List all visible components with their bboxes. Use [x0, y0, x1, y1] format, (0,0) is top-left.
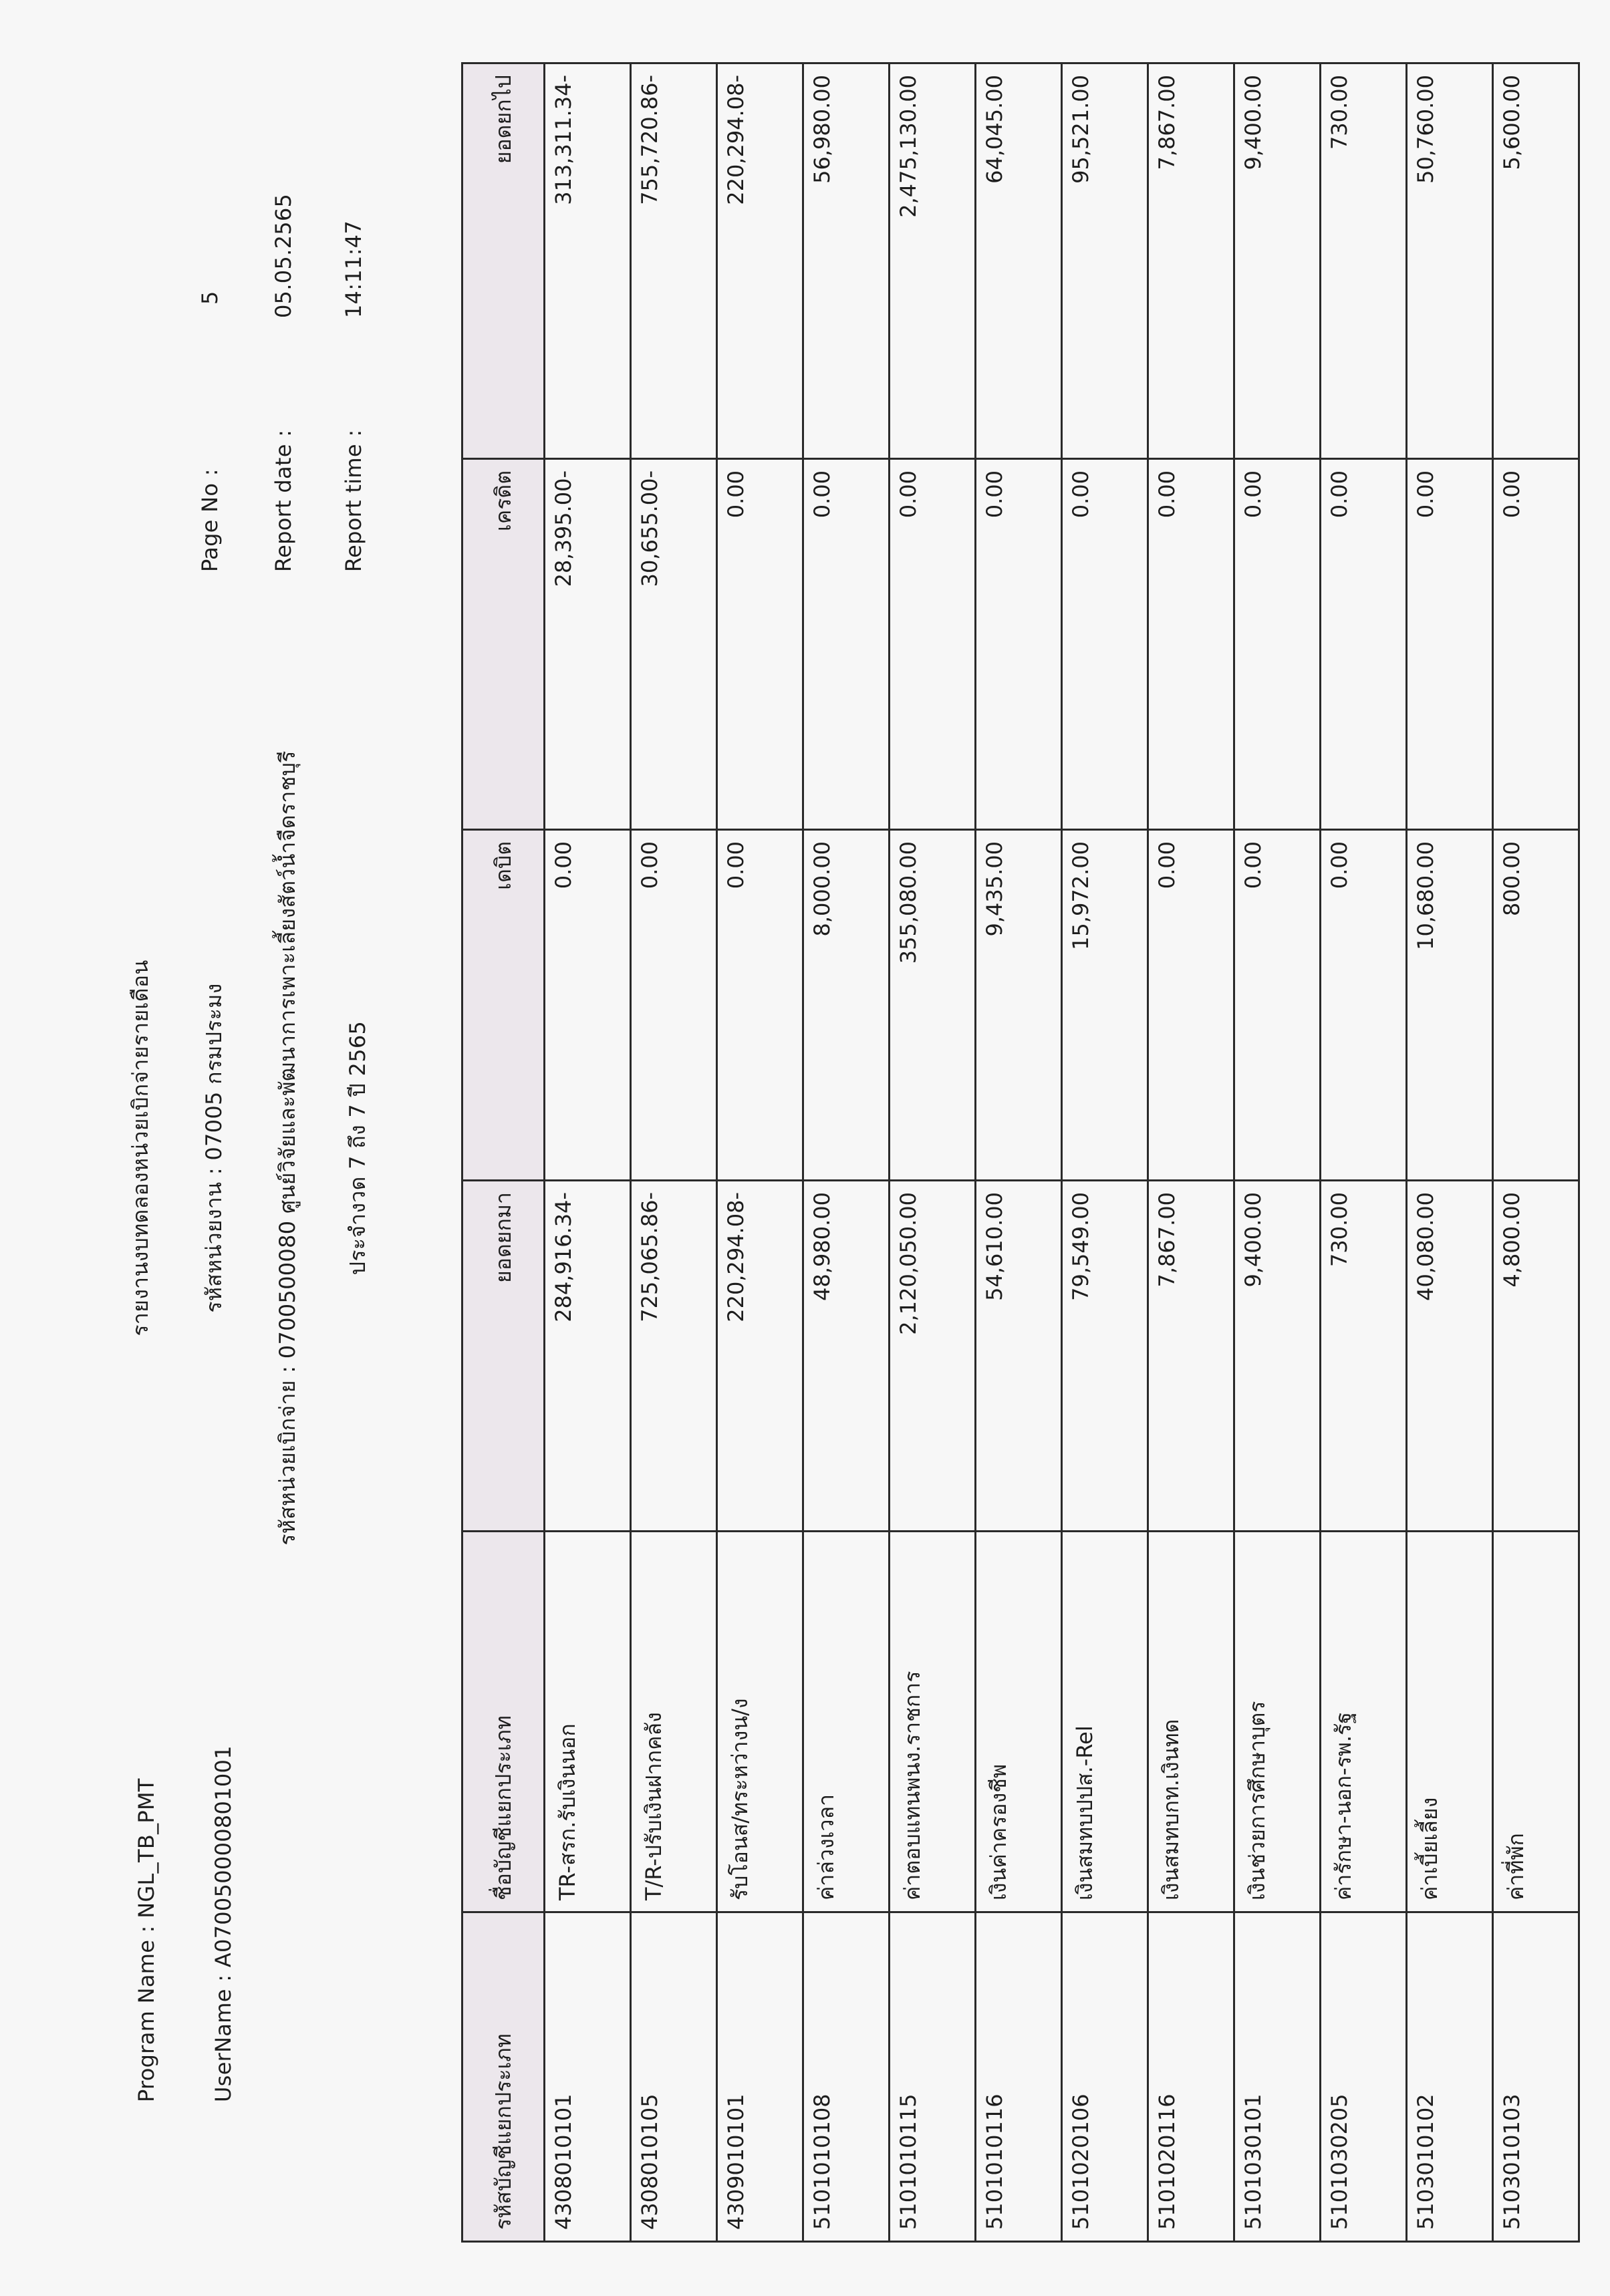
credit-cell: 0.00: [803, 459, 890, 830]
account-name-cell: ค่าที่พัก: [1493, 1532, 1579, 1912]
table-row: [1493, 63, 1579, 2242]
brought-forward-cell: 220,294.08-: [717, 1181, 803, 1532]
account-name-cell: รับโอนส/ทระหว่างน/ง: [717, 1532, 803, 1912]
report-title: รายงานงบทดลองหน่วยเบิกจ่ายรายเดือน: [128, 960, 153, 1336]
account-code-cell: 4308010105: [631, 1912, 717, 2242]
brought-forward-cell: 730.00: [1321, 1181, 1407, 1532]
credit-cell: 0.00: [976, 459, 1062, 830]
account-name-cell: ค่ารักษา-นอก-รพ.รัฐ: [1321, 1532, 1407, 1912]
credit-cell: 0.00: [1062, 459, 1148, 830]
account-name-cell: เงินสมทบกท.เงินทด: [1148, 1532, 1234, 1912]
brought-forward-cell: 7,867.00: [1148, 1181, 1234, 1532]
table-row: [890, 63, 976, 2242]
carried-forward-cell: 730.00: [1321, 63, 1407, 459]
brought-forward-cell: 4,800.00: [1493, 1181, 1579, 1532]
carried-forward-cell: 9,400.00: [1234, 63, 1321, 459]
account-code-cell: 5103010103: [1493, 1912, 1579, 2242]
debit-cell: 15,972.00: [1062, 830, 1148, 1181]
report-date-value: 05.05.2565: [271, 193, 296, 318]
credit-cell: 0.00: [1321, 459, 1407, 830]
disbursing-unit: รหัสหน่วยเบิกจ่าย : 0700500080 ศูนย์วิจัยและพัฒนาการเพาะเลี้ยงสัตว์น้ำจืดราชบุรี: [275, 750, 300, 1546]
trial-balance-table: [461, 62, 1580, 2243]
account-code-cell: 5101010115: [890, 1912, 976, 2242]
col-header-carried-forward: ยอดยกไป: [462, 63, 545, 459]
col-header-brought-forward: ยอดยกมา: [462, 1181, 545, 1532]
brought-forward-cell: 79,549.00: [1062, 1181, 1148, 1532]
account-name-cell: เงินช่วยการศึกษาบุตร: [1234, 1532, 1321, 1912]
debit-cell: 9,435.00: [976, 830, 1062, 1181]
page-no-label: Page No :: [197, 468, 223, 572]
debit-cell: 0.00: [631, 830, 717, 1181]
carried-forward-cell: 7,867.00: [1148, 63, 1234, 459]
carried-forward-cell: 5,600.00: [1493, 63, 1579, 459]
report-time-label: Report time :: [341, 429, 366, 572]
report-date-label: Report date :: [271, 429, 296, 572]
carried-forward-cell: 755,720.86-: [631, 63, 717, 459]
col-header-debit: เดบิต: [462, 830, 545, 1181]
carried-forward-cell: 2,475,130.00: [890, 63, 976, 459]
account-name-cell: TR-สรก.รับเงินนอก: [545, 1532, 631, 1912]
table-row: [976, 63, 1062, 2242]
debit-cell: 0.00: [545, 830, 631, 1181]
credit-cell: 0.00: [1407, 459, 1493, 830]
period: ประจำงวด 7 ถึง 7 ปี 2565: [345, 1020, 370, 1276]
table-row: [1234, 63, 1321, 2242]
credit-cell: 28,395.00-: [545, 459, 631, 830]
table-row: [545, 63, 631, 2242]
program-name: Program Name : NGL_TB_PMT: [134, 1778, 159, 2102]
col-header-account-name: ชื่อบัญชีแยกประเภท: [462, 1532, 545, 1912]
brought-forward-cell: 48,980.00: [803, 1181, 890, 1532]
table-row: [803, 63, 890, 2242]
debit-cell: 10,680.00: [1407, 830, 1493, 1181]
credit-cell: 0.00: [1148, 459, 1234, 830]
debit-cell: 0.00: [1234, 830, 1321, 1181]
col-header-credit: เครดิต: [462, 459, 545, 830]
account-code-cell: 5101010108: [803, 1912, 890, 2242]
account-name-cell: T/R-ปรับเงินฝากคลัง: [631, 1532, 717, 1912]
brought-forward-cell: 284,916.34-: [545, 1181, 631, 1532]
account-name-cell: ค่าเบี้ยเลี้ยง: [1407, 1532, 1493, 1912]
account-name-cell: ค่าตอบแทนพนง.ราชการ: [890, 1532, 976, 1912]
user-name: UserName : A070050000801001: [211, 1745, 236, 2102]
carried-forward-cell: 50,760.00: [1407, 63, 1493, 459]
debit-cell: 0.00: [717, 830, 803, 1181]
account-name-cell: เงินค่าครองชีพ: [976, 1532, 1062, 1912]
debit-cell: 355,080.00: [890, 830, 976, 1181]
carried-forward-cell: 220,294.08-: [717, 63, 803, 459]
debit-cell: 0.00: [1148, 830, 1234, 1181]
account-name-cell: เงินสมทบปปส.-Rel: [1062, 1532, 1148, 1912]
account-code-cell: 4309010101: [717, 1912, 803, 2242]
account-name-cell: ค่าล่วงเวลา: [803, 1532, 890, 1912]
table-row: [1062, 63, 1148, 2242]
account-code-cell: 5103010102: [1407, 1912, 1493, 2242]
account-code-cell: 5101020106: [1062, 1912, 1148, 2242]
credit-cell: 0.00: [717, 459, 803, 830]
table-header-row: [462, 63, 545, 2242]
debit-cell: 8,000.00: [803, 830, 890, 1181]
col-header-account-code: รหัสบัญชีแยกประเภท: [462, 1912, 545, 2242]
brought-forward-cell: 9,400.00: [1234, 1181, 1321, 1532]
table-row: [1407, 63, 1493, 2242]
brought-forward-cell: 725,065.86-: [631, 1181, 717, 1532]
carried-forward-cell: 313,311.34-: [545, 63, 631, 459]
carried-forward-cell: 95,521.00: [1062, 63, 1148, 459]
table-row: [717, 63, 803, 2242]
table-row: [1148, 63, 1234, 2242]
agency-code: รหัสหน่วยงาน : 07005 กรมประมง: [201, 983, 227, 1313]
account-code-cell: 5101010116: [976, 1912, 1062, 2242]
report-time-value: 14:11:47: [341, 220, 366, 318]
carried-forward-cell: 64,045.00: [976, 63, 1062, 459]
credit-cell: 0.00: [890, 459, 976, 830]
account-code-cell: 5101030205: [1321, 1912, 1407, 2242]
brought-forward-cell: 40,080.00: [1407, 1181, 1493, 1532]
table-row: [1321, 63, 1407, 2242]
debit-cell: 0.00: [1321, 830, 1407, 1181]
credit-cell: 30,655.00-: [631, 459, 717, 830]
account-code-cell: 5101020116: [1148, 1912, 1234, 2242]
debit-cell: 800.00: [1493, 830, 1579, 1181]
credit-cell: 0.00: [1234, 459, 1321, 830]
table-row: [631, 63, 717, 2242]
brought-forward-cell: 54,610.00: [976, 1181, 1062, 1532]
credit-cell: 0.00: [1493, 459, 1579, 830]
account-code-cell: 5101030101: [1234, 1912, 1321, 2242]
account-code-cell: 4308010101: [545, 1912, 631, 2242]
page-no-value: 5: [197, 291, 223, 305]
brought-forward-cell: 2,120,050.00: [890, 1181, 976, 1532]
carried-forward-cell: 56,980.00: [803, 63, 890, 459]
